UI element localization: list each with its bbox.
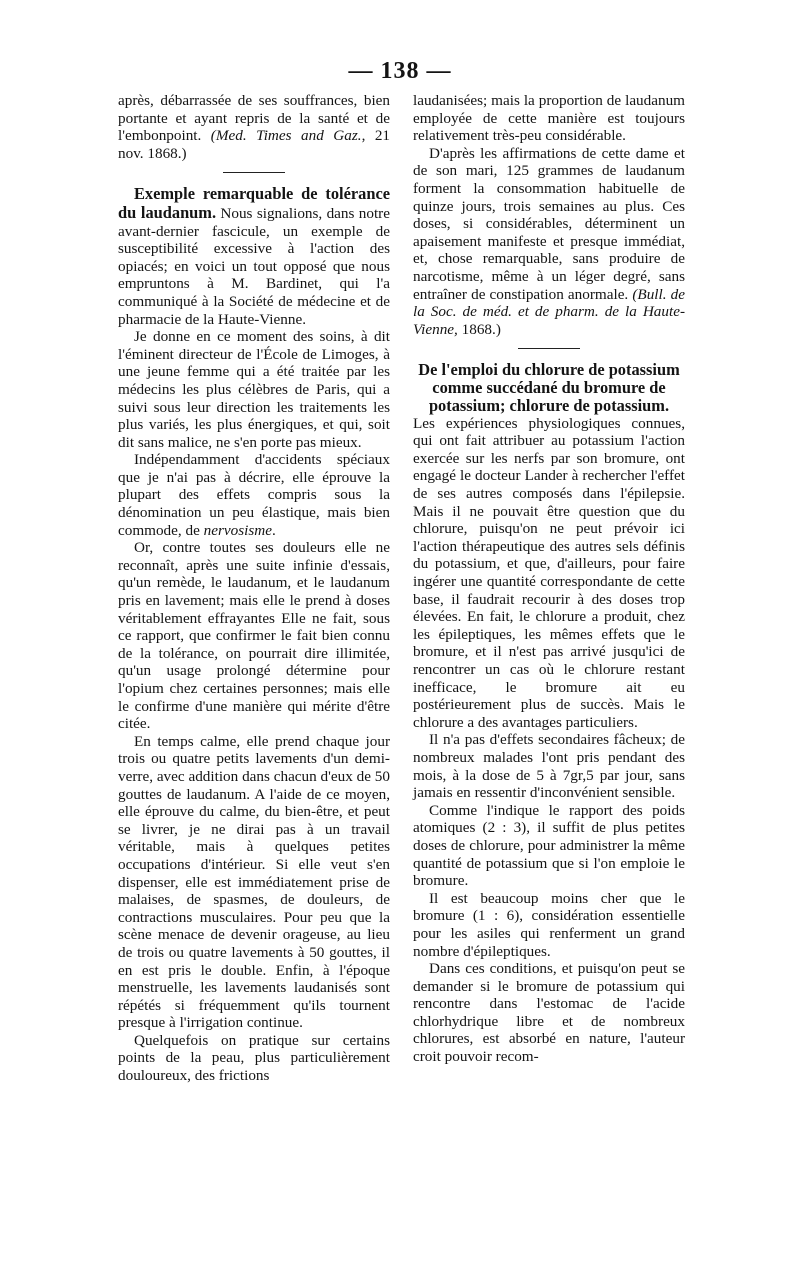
paragraph-text: après, débarrassée de ses souffrances, bien portante et ayant repris de la santé et de l'embonpoint.	[118, 92, 390, 145]
paragraph-text: Nous signalions, dans notre avant-dernier fascicule, un exemple de susceptibilité excessive à l'action des opiacés; en voici un tout opposé que nous empruntons à M. Bardinet, qui l'a communiqué à la Société de médecine et de pharmacie de la Haute-Vienne.	[118, 204, 390, 328]
paragraph: Quelquefois on pratique sur certains points de la peau, plus particulièrement douloureux, des frictions	[118, 1031, 390, 1085]
left-column	[118, 92, 390, 1085]
paragraph-text: D'après les affirmations de cette dame et de son mari, 125 grammes de laudanum forment la consommation habituelle de quinze jours, trois semaines au plus. Ces doses, si considérables, déterminent un apaisement manifeste et presque immédiat, et, chose remarquable, sans produire de narcotisme, même à un léger degré, sans entraîner de constipation anormale.	[413, 144, 685, 303]
section-divider	[223, 172, 285, 173]
page-number: — 138 —	[348, 58, 452, 84]
paragraph: Comme l'indique le rapport des poids atomiques (2 : 3), il suffit de plus petites doses de chlorure, pour administrer la même quantité de potassium que si l'on emploie le bromure.	[413, 801, 685, 890]
right-column	[413, 92, 685, 1066]
punctuation: .	[271, 521, 276, 539]
paragraph: Dans ces conditions, et puisqu'on peut se demander si le bromure de potassium qui rencontre dans l'estomac de l'acide chlorhydrique libre et de nombreux chlorures, est absorbé en nature, l'auteur croit pouvoir recom-	[413, 960, 685, 1066]
paragraph	[118, 92, 390, 162]
section-heading: Exemple remarquable de tolérance du laudanum.	[118, 184, 390, 222]
paragraph: Or, contre toutes ses douleurs elle ne reconnaît, après une suite infinie d'essais, qu'un remède, le laudanum, et le laudanum pris en lavement; mais elle le prend à doses véritablement effrayantes Elle ne fait, sous ce rapport, que confirmer le fait bien connu de la tolérance, on pourrait dire illimitée, qu'un usage prolongé détermine pour l'opium chez certaines personnes; mais elle le confirme d'une manière qui mérite d'être citée.	[118, 539, 390, 733]
paragraph	[118, 185, 390, 328]
section-heading: De l'emploi du chlorure de potassium comme succédané du bromure de potassium; chlorure de potassium.	[418, 360, 680, 415]
paragraph-text: Indépendamment d'accidents spéciaux que je n'ai pas à décrire, elle éprouve la plupart des effets compris sous la dénomination un peu élastique, mais bien commode, de	[118, 451, 390, 539]
citation-date: , 21 nov. 1868.)	[118, 127, 391, 162]
citation: (Med. Times and Gaz.	[210, 127, 362, 145]
paragraph: Les expériences physiologiques connues, qui ont fait attribuer au potassium l'action exercée sur les nerfs par son bromure, ont engagé le docteur Lander à rechercher l'effet de ses autres composés dans l'épilepsie. Mais il ne pouvait être question que du chlorure, puisqu'on ne peut prévoir ici l'action thérapeutique des autres sels définis du potassium, et que, d'ailleurs, pour faire ingérer une quantité correspondante de cette base, il faudrait recourir à des doses trop élevées. En fait, le chlorure a produit, chez les épileptiques, les mêmes effets que le bromure, et il n'est pas arrivé jusqu'ici de rencontrer un cas où le chlorure restant inefficace, le bromure ait eu postérieurement plus de succès. Mais le chlorure a des avantages particuliers.	[413, 414, 685, 731]
section-divider	[518, 348, 580, 349]
citation-date: 1868.)	[457, 320, 501, 338]
paragraph	[413, 145, 685, 339]
paragraph: Il est beaucoup moins cher que le bromure (1 : 6), considération essentielle pour les asiles qui renferment un grand nombre d'épileptiques.	[413, 889, 685, 960]
paragraph: Il n'a pas d'effets secondaires fâcheux; de nombreux malades l'ont pris pendant des mois, à la dose de 5 à 7gr,5 par jour, sans jamais en ressentir d'inconvénient sensible.	[413, 731, 685, 802]
paragraph: Je donne en ce moment des soins, à dit l'éminent directeur de l'École de Limoges, à une jeune femme qui a été traitée par les médecins les plus célèbres de Paris, qui a suivi sous leur direction les traitements les plus variés, les plus énergiques, et qui, soit dit sans malice, ne s'en porte pas mieux.	[118, 328, 390, 451]
citation: (Bull. de la Soc. de méd. et de pharm. de la Haute-Vienne,	[413, 285, 686, 338]
emphasis: nervosisme	[203, 521, 272, 539]
paragraph: laudanisées; mais la proportion de laudanum employée de cette manière est toujours relativement très-peu considérable.	[413, 92, 685, 145]
paragraph: En temps calme, elle prend chaque jour trois ou quatre petits lavements d'un demi-verre, avec addition dans chacun d'eux de 50 gouttes de laudanum. A l'aide de ce moyen, elle éprouve du calme, du bien-être, et peut se livrer, je ne dirai pas à un travail véritable, mais à quelques petites occupations d'intérieur. Si elle veut s'en dispenser, elle est immédiatement prise de malaises, de spasmes, de douleurs, de contractions musculaires. Pour peu que la scène menace de devenir orageuse, au lieu de trois ou quatre lavements à 50 gouttes, il en est pris le double. Enfin, à l'époque menstruelle, les lavements laudanisés sont répétés si fréquemment qu'ils tournent presque à l'irrigation continue.	[118, 732, 390, 1032]
paragraph	[118, 451, 390, 539]
